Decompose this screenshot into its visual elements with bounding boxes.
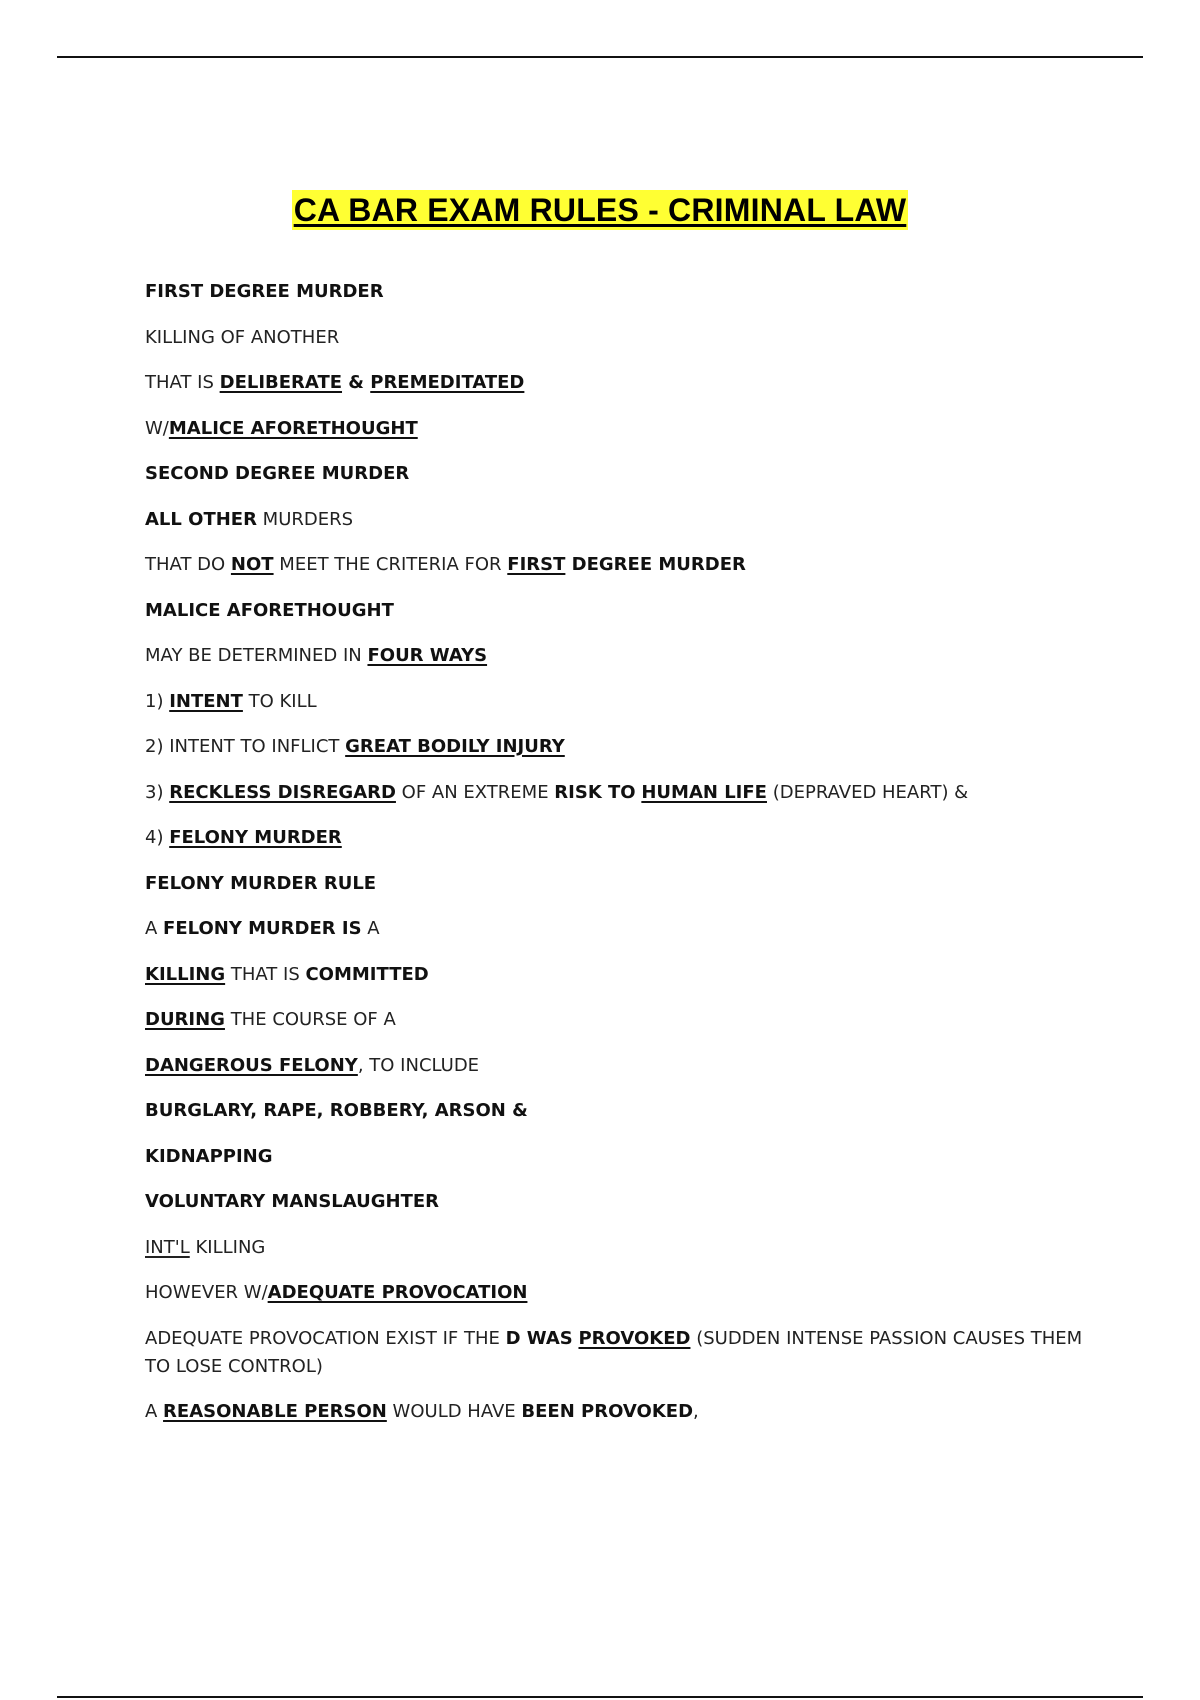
text-segment: ADEQUATE PROVOCATION EXIST IF THE xyxy=(145,1327,506,1349)
rule-line xyxy=(145,1143,1085,1171)
rule-line-text xyxy=(145,1398,699,1426)
rule-line-text xyxy=(145,870,376,898)
rule-line xyxy=(145,460,1085,488)
rule-line-text xyxy=(145,1279,527,1307)
rule-line xyxy=(145,506,1085,534)
text-segment: FELONY MURDER IS xyxy=(163,918,362,939)
text-segment: MALICE AFORETHOUGHT xyxy=(145,599,394,621)
rule-line xyxy=(145,415,1085,443)
text-segment: INT'L xyxy=(145,1236,190,1258)
text-segment: VOLUNTARY MANSLAUGHTER xyxy=(145,1191,440,1212)
text-segment: GREAT BODILY INJURY xyxy=(345,736,565,757)
rule-line xyxy=(145,824,1085,852)
text-segment: ADEQUATE PROVOCATION xyxy=(267,1282,528,1303)
rule-line-text xyxy=(145,779,968,807)
rule-line-text xyxy=(145,915,380,943)
rule-line xyxy=(145,1279,1085,1307)
rule-line-text xyxy=(145,1325,1088,1381)
text-segment: MAY BE DETERMINED IN xyxy=(145,645,368,666)
text-segment: FOUR WAYS xyxy=(367,645,488,666)
rule-line-text xyxy=(145,1234,265,1262)
text-segment: A xyxy=(145,1401,164,1422)
title-block xyxy=(0,190,1200,230)
rule-line-text xyxy=(145,824,342,852)
text-segment: HUMAN LIFE xyxy=(641,781,767,803)
text-segment: MURDERS xyxy=(256,508,354,530)
text-segment: FELONY MURDER RULE xyxy=(145,872,377,894)
rule-line xyxy=(145,642,1085,670)
text-segment: RISK TO xyxy=(554,781,636,803)
rule-line-text xyxy=(145,597,394,625)
rule-line xyxy=(145,1097,1085,1125)
text-segment: W/ xyxy=(145,417,169,439)
text-segment: BURGLARY, RAPE, ROBBERY, ARSON & xyxy=(145,1100,528,1121)
text-segment: KILLING xyxy=(189,1236,266,1258)
bottom-rule xyxy=(57,1696,1143,1698)
rule-line xyxy=(145,688,1085,716)
text-segment: 4) xyxy=(145,827,170,848)
document-title: CA BAR EXAM RULES - CRIMINAL LAW xyxy=(293,192,907,228)
text-segment: THE COURSE OF A xyxy=(224,1009,396,1030)
text-segment: 3) xyxy=(145,781,170,803)
text-segment: KILLING OF ANOTHER xyxy=(145,326,340,348)
rule-line-text xyxy=(145,551,746,579)
text-segment: REASONABLE PERSON xyxy=(163,1401,387,1422)
text-segment: SECOND DEGREE MURDER xyxy=(145,463,410,484)
rule-line xyxy=(145,324,1085,352)
rule-line-text xyxy=(145,1188,439,1216)
text-segment: FIRST DEGREE MURDER xyxy=(145,281,384,302)
text-segment: (SUDDEN INTENSE PASSION CAUSES THEM TO LOSE CONTROL) xyxy=(145,1327,1088,1377)
rule-line-text xyxy=(145,1143,273,1171)
text-segment: , xyxy=(693,1401,699,1422)
text-segment: MEET THE CRITERIA FOR xyxy=(273,554,508,575)
text-segment: THAT IS xyxy=(145,372,220,393)
text-segment: A xyxy=(145,918,164,939)
text-segment: WOULD HAVE xyxy=(386,1401,522,1422)
rule-line xyxy=(145,597,1085,625)
rule-line-text xyxy=(145,1006,396,1034)
rule-line xyxy=(145,1234,1085,1262)
text-segment: DANGEROUS FELONY xyxy=(145,1054,358,1076)
rule-line xyxy=(145,870,1085,898)
rule-line-text xyxy=(145,642,487,670)
text-segment: 2) INTENT TO INFLICT xyxy=(145,736,346,757)
text-segment: THAT IS xyxy=(225,963,306,985)
rule-line-text xyxy=(145,688,317,716)
rule-line xyxy=(145,551,1085,579)
text-segment: FIRST xyxy=(507,554,566,575)
rule-line xyxy=(145,1006,1085,1034)
rule-line-text xyxy=(145,324,339,352)
text-segment: D WAS xyxy=(505,1327,573,1349)
rule-line xyxy=(145,369,1085,397)
rule-line-text xyxy=(145,506,353,534)
text-segment: KIDNAPPING xyxy=(145,1145,273,1167)
rule-line xyxy=(145,961,1085,989)
rule-line xyxy=(145,1398,1085,1426)
rule-line xyxy=(145,1325,1088,1381)
text-segment: FELONY MURDER xyxy=(169,827,342,848)
top-rule xyxy=(57,56,1143,58)
text-segment: PROVOKED xyxy=(578,1327,691,1349)
rule-line xyxy=(145,779,1085,807)
text-segment: TO KILL xyxy=(242,690,317,712)
text-segment: THAT DO xyxy=(145,554,231,575)
text-segment: INTENT xyxy=(169,690,243,712)
rule-line xyxy=(145,915,1085,943)
text-segment: (DEPRAVED HEART) & xyxy=(766,781,969,803)
text-segment: RECKLESS DISREGARD xyxy=(169,781,396,803)
rule-line xyxy=(145,1188,1085,1216)
text-segment: & xyxy=(342,372,371,393)
text-segment: COMMITTED xyxy=(305,963,429,985)
text-segment: ALL OTHER xyxy=(145,508,257,530)
rule-line-text xyxy=(145,733,565,761)
text-segment: HOWEVER W/ xyxy=(145,1282,268,1303)
text-segment: NOT xyxy=(230,554,274,575)
rule-line xyxy=(145,278,1085,306)
text-segment: A xyxy=(361,918,380,939)
text-segment: MALICE AFORETHOUGHT xyxy=(168,417,418,439)
rule-line-text xyxy=(145,1052,479,1080)
text-segment: 1) xyxy=(145,690,170,712)
rule-line-text xyxy=(145,1097,528,1125)
text-segment: PREMEDITATED xyxy=(370,372,525,393)
text-segment: DEGREE MURDER xyxy=(565,554,746,575)
text-segment: BEEN PROVOKED xyxy=(521,1401,694,1422)
rule-line-text xyxy=(145,369,524,397)
text-segment: KILLING xyxy=(145,963,226,985)
rule-line-text xyxy=(145,460,409,488)
text-segment: OF AN EXTREME xyxy=(395,781,555,803)
rule-line-text xyxy=(145,415,418,443)
rules-body xyxy=(145,278,1088,1444)
rule-line xyxy=(145,1052,1085,1080)
rule-line-text xyxy=(145,961,429,989)
text-segment: , TO INCLUDE xyxy=(357,1054,480,1076)
text-segment: DURING xyxy=(145,1009,225,1030)
rule-line-text xyxy=(145,278,384,306)
rule-line xyxy=(145,733,1085,761)
text-segment: DELIBERATE xyxy=(219,372,343,393)
